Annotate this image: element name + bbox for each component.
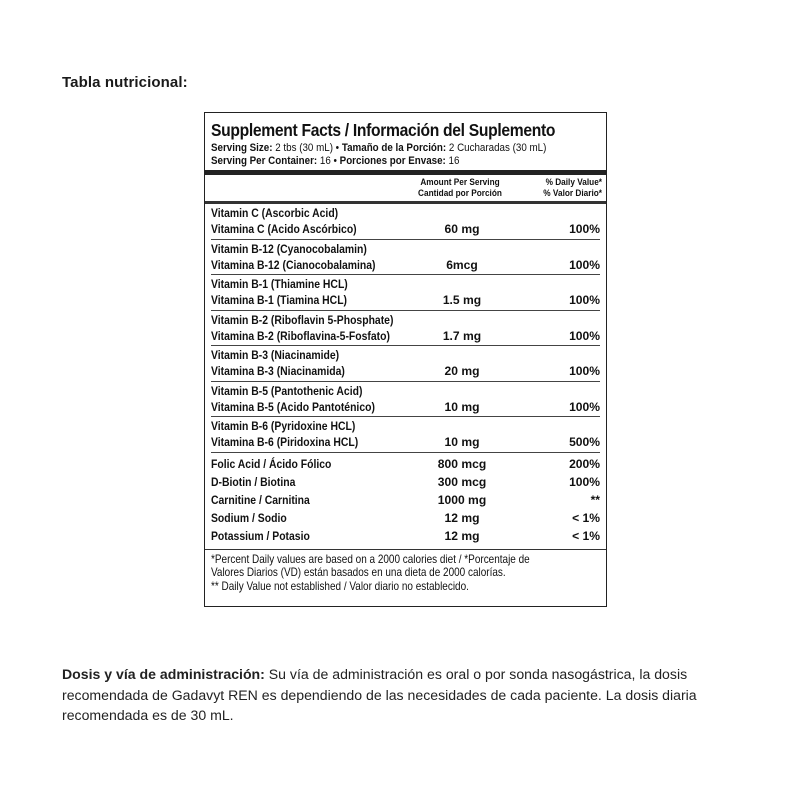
serving-size-label: Serving Size: (211, 142, 273, 154)
servings-per-container-es-label: Porciones por Envase: (339, 155, 446, 167)
amount-header: Amount Per Serving Cantidad por Porción (418, 177, 502, 199)
nutrient-amount: 800 mcg (437, 456, 487, 471)
nutrient-name-en: Vitamin C (Ascorbic Acid) (211, 206, 339, 220)
footnote-line-1: *Percent Daily values are based on a 2000 calories diet / *Porcentaje de (211, 552, 530, 566)
servings-per-container-label: Serving Per Container: (211, 155, 318, 167)
nutrient-row (211, 473, 600, 491)
nutrient-name: Sodium / Sodio (211, 510, 287, 525)
nutrient-daily-value: 100% (569, 293, 600, 307)
nutrient-name: Carnitine / Carnitina (211, 492, 310, 507)
nutrient-amount: 6mcg (446, 257, 478, 272)
nutrient-name-es: Vitamina B-5 (Acido Pantoténico) (211, 399, 375, 414)
nutrient-daily-value: < 1% (572, 528, 600, 543)
nutrient-row (211, 455, 600, 473)
serving-size-es-label: Tamaño de la Porción: (341, 142, 447, 154)
nutrient-amount: 300 mcg (437, 474, 487, 489)
nutrient-daily-value: 100% (569, 474, 600, 489)
nutrient-row (211, 509, 600, 527)
dosage-label: Dosis y vía de administración: (62, 666, 265, 682)
dosage-paragraph (62, 664, 752, 726)
nutrient-amount: 10 mg (444, 435, 480, 449)
nutrient-daily-value: 100% (569, 364, 600, 378)
footnote-line-3: ** Daily Value not established / Valor diario no establecido. (211, 579, 469, 593)
nutrient-name: Folic Acid / Ácido Fólico (211, 456, 332, 471)
nutrient-daily-value: 100% (569, 222, 600, 236)
nutrient-name-en: Vitamin B-5 (Pantothenic Acid) (211, 383, 363, 398)
serving-size-value: 2 tbs (30 mL) • (275, 142, 340, 154)
nutrient-daily-value: 100% (569, 328, 600, 343)
nutrient-row (211, 346, 600, 382)
nutrient-row (211, 275, 600, 311)
nutrient-name-en: Vitamin B-6 (Pyridoxine HCL) (211, 419, 356, 433)
nutrient-names (211, 312, 423, 344)
dosage-text: Su vía de administración es oral o por sonda nasogástrica, la dosis recomendada de Gadavyt REN es dependiendo de las necesidades de cada paciente. La dosis diaria recomendada es de 30 mL. (62, 666, 697, 723)
nutrient-names (211, 241, 402, 273)
nutrient-amount: 12 mg (444, 510, 480, 525)
nutrient-name-en: Vitamin B-3 (Niacinamide) (211, 348, 340, 362)
nutrient-amount: 1.5 mg (442, 293, 482, 307)
nutrient-row (211, 527, 600, 545)
nutrient-row (211, 417, 600, 453)
nutrient-name-es: Vitamina B-1 (Tiamina HCL) (211, 293, 348, 307)
servings-per-container-value: 16 • (319, 155, 337, 167)
nutrient-amount: 10 mg (444, 399, 480, 414)
serving-size-line (211, 142, 546, 155)
column-header-row (211, 175, 600, 201)
nutrient-name-es: Vitamina B-6 (Piridoxina HCL) (211, 435, 359, 449)
nutrient-name-es: Vitamina B-3 (Niacinamida) (211, 364, 345, 378)
section-title: Tabla nutricional: (62, 74, 188, 91)
servings-per-container-es-value: 16 (448, 155, 460, 167)
nutrient-row (211, 491, 600, 509)
nutrient-daily-value: 200% (569, 456, 600, 471)
nutrient-amount: 1000 mg (437, 492, 487, 507)
mineral-rows (211, 453, 600, 545)
nutrient-names (211, 347, 367, 379)
nutrient-name: D-Biotin / Biotina (211, 474, 296, 489)
serving-size-es-value: 2 Cucharadas (30 mL) (448, 142, 547, 154)
nutrient-name-es: Vitamina B-2 (Riboflavina-5-Fosfato) (211, 328, 390, 343)
nutrient-amount: 60 mg (444, 222, 480, 236)
nutrient-amount: 12 mg (444, 528, 480, 543)
nutrient-name-es: Vitamina C (Acido Ascórbico) (211, 222, 357, 236)
daily-value-header: % Daily Value* % Valor Diario* (543, 177, 602, 199)
facts-title: Supplement Facts / Información del Suplemento (211, 120, 556, 140)
vitamin-rows (211, 204, 600, 453)
nutrient-amount: 20 mg (444, 364, 480, 378)
nutrient-daily-value: 100% (569, 399, 600, 414)
nutrient-row (211, 311, 600, 347)
servings-per-container-line (211, 155, 546, 168)
supplement-facts-panel (204, 112, 607, 607)
nutrient-daily-value: 100% (569, 257, 600, 272)
nutrient-daily-value: < 1% (572, 510, 600, 525)
nutrient-name-en: Vitamin B-2 (Riboflavin 5-Phosphate) (211, 312, 394, 327)
nutrient-names (211, 418, 382, 450)
footnote (211, 550, 600, 594)
nutrient-name-en: Vitamin B-1 (Thiamine HCL) (211, 277, 348, 291)
nutrient-row (211, 240, 600, 276)
nutrient-names (211, 276, 370, 308)
footnote-line-2: Valores Diarios (VD) están basados en una dieta de 2000 calorías. (211, 566, 506, 579)
nutrient-name-en: Vitamin B-12 (Cyanocobalamin) (211, 241, 367, 256)
nutrient-name-es: Vitamina B-12 (Cianocobalamina) (211, 257, 376, 272)
nutrient-row (211, 204, 600, 240)
nutrient-row (211, 382, 600, 418)
nutrient-names (211, 383, 402, 415)
nutrient-name: Potassium / Potasio (211, 528, 310, 543)
nutrient-amount: 1.7 mg (442, 328, 482, 343)
nutrient-daily-value: 500% (569, 435, 600, 449)
nutrient-names (211, 205, 380, 237)
nutrient-daily-value: ** (590, 492, 600, 507)
